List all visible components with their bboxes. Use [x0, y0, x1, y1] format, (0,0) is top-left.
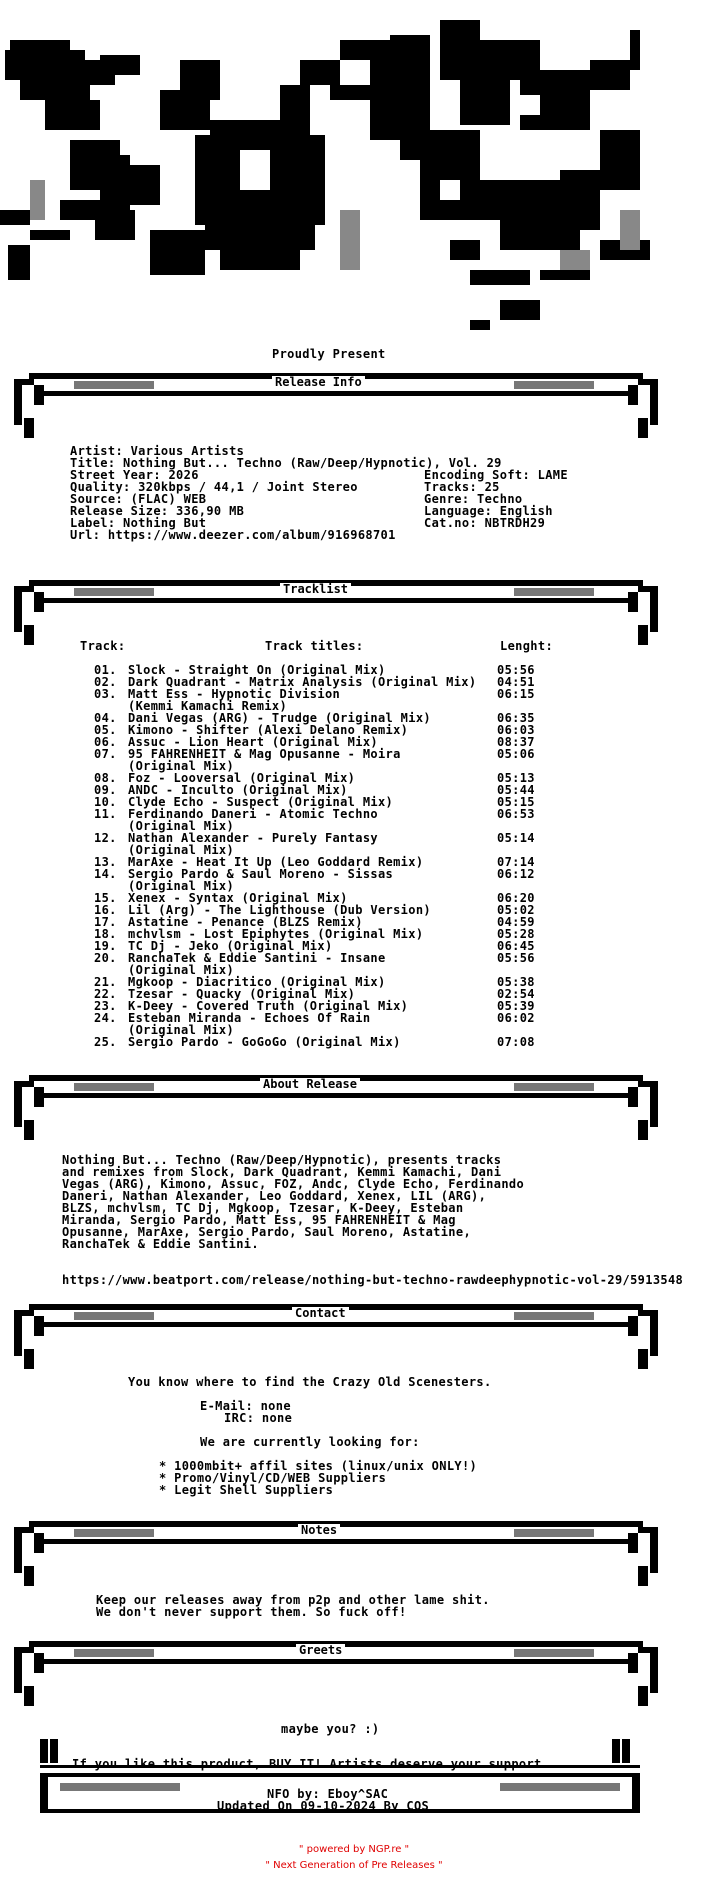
- track-number: 15.: [94, 891, 117, 905]
- track-length: 05:56: [497, 663, 535, 677]
- track-title: Assuc - Lion Heart (Original Mix): [128, 735, 378, 749]
- track-length: 06:03: [497, 723, 535, 737]
- track-number: 10.: [94, 795, 117, 809]
- contact-looking: We are currently looking for:: [200, 1435, 420, 1449]
- section-title: Notes: [298, 1524, 340, 1536]
- track-title: Lil (Arg) - The Lighthouse (Dub Version): [128, 903, 431, 917]
- greets-line: maybe you? :): [281, 1722, 380, 1736]
- about-line: RanchaTek & Eddie Santini.: [62, 1237, 259, 1251]
- track-title: Esteban Miranda - Echoes Of Rain: [128, 1011, 371, 1025]
- track-number: 04.: [94, 711, 117, 725]
- track-length: 06:45: [497, 939, 535, 953]
- track-number: 08.: [94, 771, 117, 785]
- about-line: Nothing But... Techno (Raw/Deep/Hypnotic), presents tracks: [62, 1153, 502, 1167]
- track-length: 05:02: [497, 903, 535, 917]
- contact-item: * Legit Shell Suppliers: [159, 1483, 334, 1497]
- track-number: 24.: [94, 1011, 117, 1025]
- track-title: (Original Mix): [128, 879, 235, 893]
- track-length: 05:15: [497, 795, 535, 809]
- track-number: 17.: [94, 915, 117, 929]
- release-info-line: Genre: Techno: [424, 492, 523, 506]
- contact-item: * Promo/Vinyl/CD/WEB Suppliers: [159, 1471, 387, 1485]
- track-title: Mgkoop - Diacritico (Original Mix): [128, 975, 386, 989]
- about-line: Miranda, Sergio Pardo, Matt Ess, 95 FAHRENHEIT & Mag: [62, 1213, 456, 1227]
- release-info-line: Label: Nothing But: [70, 516, 207, 530]
- track-number: 21.: [94, 975, 117, 989]
- track-length: 02:54: [497, 987, 535, 1001]
- track-title: (Original Mix): [128, 963, 235, 977]
- about-line: and remixes from Slock, Dark Quadrant, Kemmi Kamachi, Dani: [62, 1165, 502, 1179]
- track-length: 07:14: [497, 855, 535, 869]
- track-title: Dani Vegas (ARG) - Trudge (Original Mix): [128, 711, 431, 725]
- track-number: 14.: [94, 867, 117, 881]
- section-title: Contact: [292, 1307, 349, 1319]
- track-title: Kimono - Shifter (Alexi Delano Remix): [128, 723, 409, 737]
- track-title: TC Dj - Jeko (Original Mix): [128, 939, 333, 953]
- release-info-line: Quality: 320kbps / 44,1 / Joint Stereo: [70, 480, 358, 494]
- track-length: 05:44: [497, 783, 535, 797]
- release-info-line: Artist: Various Artists: [70, 444, 245, 458]
- track-title: Xenex - Syntax (Original Mix): [128, 891, 348, 905]
- track-length: 05:06: [497, 747, 535, 761]
- track-title: Clyde Echo - Suspect (Original Mix): [128, 795, 394, 809]
- track-number: 20.: [94, 951, 117, 965]
- release-info-line: Source: (FLAC) WEB: [70, 492, 207, 506]
- track-length: 05:39: [497, 999, 535, 1013]
- track-title: 95 FAHRENHEIT & Mag Opusanne - Moira: [128, 747, 401, 761]
- contact-irc: IRC: none: [224, 1411, 293, 1425]
- track-number: 22.: [94, 987, 117, 1001]
- track-title: Foz - Looversal (Original Mix): [128, 771, 356, 785]
- release-info-line: Url: https://www.deezer.com/album/916968701: [70, 528, 396, 542]
- track-length: 05:28: [497, 927, 535, 941]
- track-number: 06.: [94, 735, 117, 749]
- updated-on: Updated On 09-10-2024 By COS: [217, 1799, 430, 1813]
- track-length: 07:08: [497, 1035, 535, 1049]
- section-title: Tracklist: [280, 583, 351, 595]
- track-number: 02.: [94, 675, 117, 689]
- track-length: 06:53: [497, 807, 535, 821]
- track-title: mchvlsm - Lost Epiphytes (Original Mix): [128, 927, 424, 941]
- track-title: Dark Quadrant - Matrix Analysis (Original Mix): [128, 675, 477, 689]
- section-header-greets: [14, 1641, 658, 1711]
- release-info-line: Title: Nothing But... Techno (Raw/Deep/Hypnotic), Vol. 29: [70, 456, 502, 470]
- notes-line: We don't never support them. So fuck off!: [96, 1605, 407, 1619]
- track-length: 06:15: [497, 687, 535, 701]
- next-generation: " Next Generation of Pre Releases ": [265, 1860, 443, 1871]
- section-title: Release Info: [272, 376, 365, 388]
- about-line: Vegas (ARG), Kimono, Assuc, FOZ, Andc, Clyde Echo, Ferdinando: [62, 1177, 525, 1191]
- track-length: 05:56: [497, 951, 535, 965]
- track-title: (Original Mix): [128, 1023, 235, 1037]
- track-title: (Original Mix): [128, 819, 235, 833]
- track-title: Nathan Alexander - Purely Fantasy: [128, 831, 378, 845]
- track-title: ANDC - Inculto (Original Mix): [128, 783, 348, 797]
- about-line: Opusanne, MarAxe, Sergio Pardo, Saul Moreno, Astatine,: [62, 1225, 472, 1239]
- track-number: 07.: [94, 747, 117, 761]
- track-length: 06:02: [497, 1011, 535, 1025]
- track-length: 06:12: [497, 867, 535, 881]
- track-number: 25.: [94, 1035, 117, 1049]
- track-title: Sergio Pardo - GoGoGo (Original Mix): [128, 1035, 401, 1049]
- intro-text: Proudly Present: [272, 347, 386, 361]
- col-header-track: Track:: [80, 639, 126, 653]
- contact-item: * 1000mbit+ affil sites (linux/unix ONLY!): [159, 1459, 478, 1473]
- release-info-line: Street Year: 2026: [70, 468, 199, 482]
- release-info-line: Cat.no: NBTRDH29: [424, 516, 546, 530]
- contact-tagline: You know where to find the Crazy Old Scenesters.: [128, 1375, 492, 1389]
- track-title: Matt Ess - Hypnotic Division: [128, 687, 341, 701]
- about-line: Daneri, Nathan Alexander, Leo Goddard, Xenex, LIL (ARG),: [62, 1189, 487, 1203]
- nfo-by: NFO by: Eboy^SAC: [267, 1787, 389, 1801]
- track-title: Ferdinando Daneri - Atomic Techno: [128, 807, 378, 821]
- release-info-line: Tracks: 25: [424, 480, 500, 494]
- track-title: MarAxe - Heat It Up (Leo Goddard Remix): [128, 855, 424, 869]
- track-number: 01.: [94, 663, 117, 677]
- track-title: (Original Mix): [128, 843, 235, 857]
- track-title: (Original Mix): [128, 759, 235, 773]
- release-info-line: Language: English: [424, 504, 553, 518]
- track-number: 23.: [94, 999, 117, 1013]
- track-title: Astatine - Penance (BLZS Remix): [128, 915, 363, 929]
- track-title: RanchaTek & Eddie Santini - Insane: [128, 951, 386, 965]
- about-line: BLZS, mchvlsm, TC Dj, Mgkoop, Tzesar, K-Deey, Esteban: [62, 1201, 464, 1215]
- section-header-notes: [14, 1521, 658, 1591]
- notes-line: Keep our releases away from p2p and other lame shit.: [96, 1593, 490, 1607]
- track-length: 05:38: [497, 975, 535, 989]
- release-info-line: Encoding Soft: LAME: [424, 468, 568, 482]
- track-number: 18.: [94, 927, 117, 941]
- track-title: K-Deey - Covered Truth (Original Mix): [128, 999, 409, 1013]
- track-length: 04:51: [497, 675, 535, 689]
- track-length: 06:20: [497, 891, 535, 905]
- release-info-line: Release Size: 336,90 MB: [70, 504, 245, 518]
- track-length: 05:14: [497, 831, 535, 845]
- section-header-contact: [14, 1304, 658, 1374]
- contact-email: E-Mail: none: [200, 1399, 291, 1413]
- track-title: Slock - Straight On (Original Mix): [128, 663, 386, 677]
- section-header-release-info: [14, 373, 658, 443]
- track-length: 05:13: [497, 771, 535, 785]
- track-title: (Kemmi Kamachi Remix): [128, 699, 288, 713]
- about-url: https://www.beatport.com/release/nothing-but-techno-rawdeephypnotic-vol-29/5913548: [62, 1273, 684, 1287]
- track-number: 12.: [94, 831, 117, 845]
- col-header-titles: Track titles:: [265, 639, 364, 653]
- track-title: Tzesar - Quacky (Original Mix): [128, 987, 356, 1001]
- track-length: 08:37: [497, 735, 535, 749]
- track-length: 06:35: [497, 711, 535, 725]
- track-number: 03.: [94, 687, 117, 701]
- ansi-logo: [0, 0, 728, 335]
- track-number: 05.: [94, 723, 117, 737]
- section-title: Greets: [296, 1644, 345, 1656]
- track-number: 09.: [94, 783, 117, 797]
- track-length: 04:59: [497, 915, 535, 929]
- track-number: 13.: [94, 855, 117, 869]
- section-title: About Release: [260, 1078, 360, 1090]
- support-text: If you like this product, BUY IT! Artists deserve your support.: [72, 1757, 550, 1771]
- col-header-length: Lenght:: [500, 639, 554, 653]
- track-number: 19.: [94, 939, 117, 953]
- track-number: 11.: [94, 807, 117, 821]
- powered-by: " powered by NGP.re ": [298, 1844, 410, 1855]
- section-header-about: [14, 1075, 658, 1145]
- track-title: Sergio Pardo & Saul Moreno - Sissas: [128, 867, 394, 881]
- track-number: 16.: [94, 903, 117, 917]
